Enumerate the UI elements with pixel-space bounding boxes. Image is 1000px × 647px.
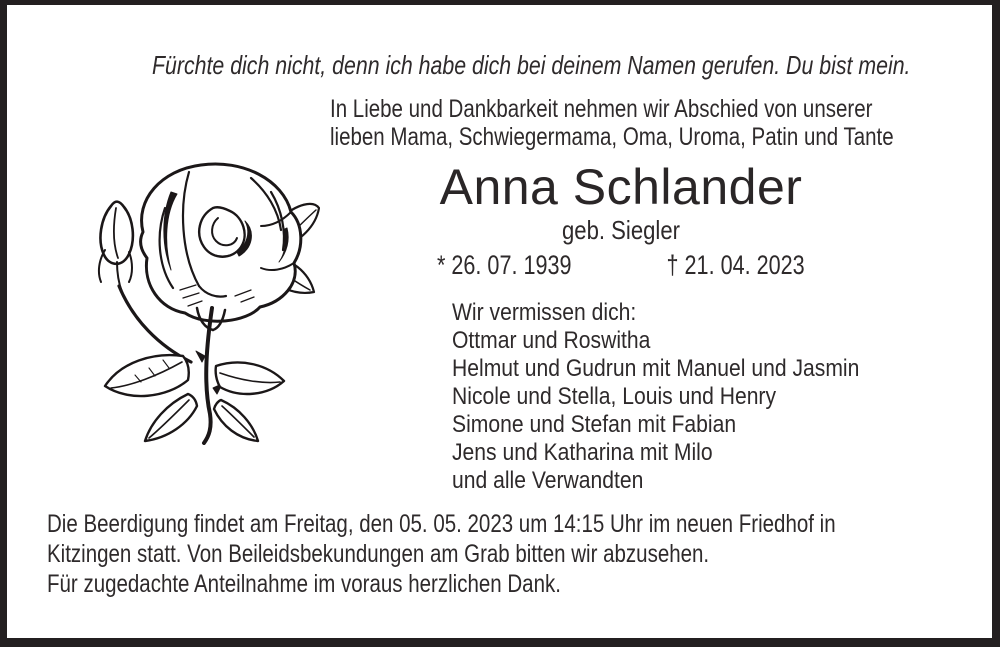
mourners-list [452, 299, 859, 495]
rose-illustration [85, 150, 320, 445]
funeral-line: Die Beerdigung findet am Freitag, den 05. 05. 2023 um 14:15 Uhr im neuen Friedhof in [47, 510, 836, 538]
mourner-line: Nicole und Stella, Louis und Henry [452, 383, 777, 410]
deceased-block [437, 161, 805, 279]
mourners-heading: Wir vermissen dich: [452, 299, 637, 326]
mourner-line: Helmut und Gudrun mit Manuel und Jasmin [452, 355, 860, 382]
scripture-quote: Fürchte dich nicht, denn ich habe dich bei deinem Namen gerufen. Du bist mein. [152, 50, 911, 80]
intro-line: In Liebe und Dankbarkeit nehmen wir Abschied von unserer [330, 95, 873, 123]
funeral-info [47, 509, 836, 599]
funeral-line: Für zugedachte Anteilnahme im voraus herzlichen Dank. [47, 570, 561, 598]
mourner-line: Simone und Stefan mit Fabian [452, 411, 737, 438]
death-date: † 21. 04. 2023 [666, 250, 805, 280]
deceased-name: Anna Schlander [439, 159, 803, 215]
intro-text [330, 95, 894, 151]
birth-date: * 26. 07. 1939 [437, 250, 572, 280]
mourner-line: und alle Verwandten [452, 467, 644, 494]
funeral-line: Kitzingen statt. Von Beileidsbekundungen am Grab bitten wir abzusehen. [47, 540, 710, 568]
intro-line: lieben Mama, Schwiegermama, Oma, Uroma, Patin und Tante [330, 123, 894, 151]
mourner-line: Jens und Katharina mit Milo [452, 439, 713, 466]
life-dates [437, 251, 805, 279]
maiden-name: geb. Siegler [562, 215, 680, 245]
mourner-line: Ottmar und Roswitha [452, 327, 651, 354]
